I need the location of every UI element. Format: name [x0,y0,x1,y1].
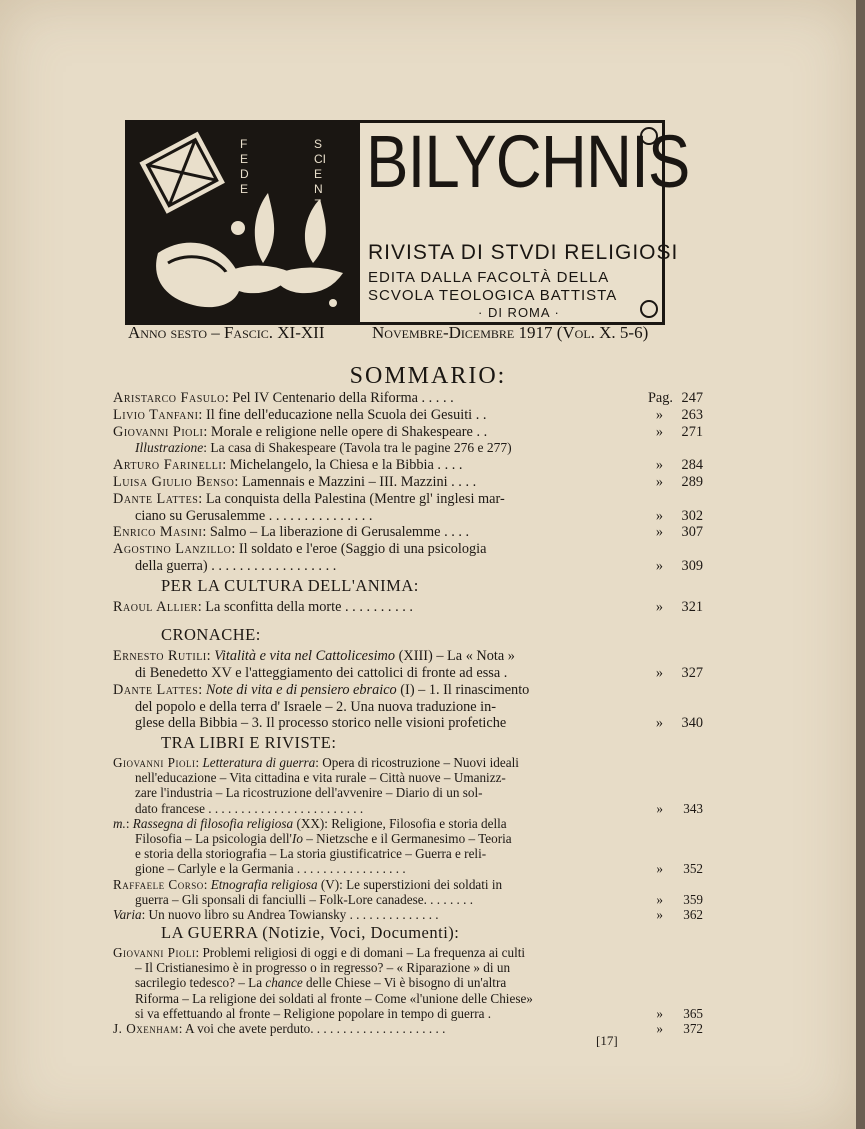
page-number: 271 [681,423,703,440]
toc-entry [113,407,703,424]
separator: : [203,876,208,892]
toc-entry-continuation [113,975,703,990]
entry-title-cont: glese della Bibbia – 3. Il processo storico nelle visioni profetiche [135,715,507,732]
author: Raffaele Corso [113,876,204,892]
toc-entry-continuation [113,699,703,716]
contents-title: SOMMARIO: [349,363,507,389]
page-label: » [655,473,663,490]
page-label: » [655,524,663,541]
page-number: 289 [681,473,703,490]
guerra-list [113,945,703,1036]
issue-line [128,323,649,343]
toc-entry [113,390,703,407]
publisher-line-2: SCVOLA TEOLOGICA BATTISTA [368,287,618,304]
page-label: Pag. [647,390,673,406]
entry-title-italic: chance [265,975,303,991]
entry-title: : Michelangelo, la Chiesa e la Bibbia . . . . [222,457,463,474]
page-label: » [656,1020,663,1036]
entry-title: : Problemi religiosi di oggi e di domani – La frequenza ai culti [195,944,526,960]
toc-entry-continuation [113,665,703,682]
toc-entry [113,541,703,558]
page-label: » [655,423,663,440]
page-label: » [655,457,663,474]
entry-title: : Il soldato e l'eroe (Saggio di una psicologia [231,541,487,558]
page-edge [856,0,865,1129]
page-label: » [655,557,663,574]
entry-title-cont: zare l'industria – La ricostruzione dell'avvenire – Diario di un sol- [135,785,483,801]
toc-entry [113,816,703,831]
page-label: » [656,906,663,922]
toc-entry [113,877,703,892]
page-folio: [17] [596,1033,618,1048]
entry-title-cont: e storia della storiografia – La storia giustificatrice – Guerra e reli- [135,846,487,862]
entry-title-cont: nell'educazione – Vita cittadina e vita rurale – Città nuove – Umanizz- [135,770,506,786]
toc-entry [113,648,703,665]
entry-title-italic: Vitalità e vita nel Cattolicesimo [214,648,396,665]
toc-entry [113,424,703,441]
toc-entry-continuation [113,770,703,785]
page-number: 359 [683,891,703,907]
separator: : [195,754,200,770]
toc-entry [113,457,703,474]
entry-title: (XIII) – La « Nota » [398,648,515,665]
author: Aristarco Fasulo [113,390,225,406]
author: Raoul Allier [113,598,198,615]
entry-title-italic: Io [291,830,303,846]
entry-title-italic: Etnografia religiosa [210,876,318,892]
toc-entry-continuation [113,801,703,816]
libri-list [113,755,703,922]
page-number: 302 [681,507,703,524]
entry-title: : Pel IV Centenario della Riforma . . . . . [224,390,454,406]
author: Giovanni Pioli [113,754,196,770]
entry-title-cont: Riforma – La religione dei soldati al fronte – Come «l'unione delle Chiese» [135,990,533,1006]
page-label: » [655,664,663,681]
table-of-contents [113,390,703,1036]
entry-title-cont: delle Chiese – Vi è bisogno di un'altra [302,975,507,991]
toc-entry-continuation [113,991,703,1006]
page-label: » [655,598,663,615]
illustration-label: Illustrazione [135,440,204,456]
author: Giovanni Pioli [113,944,196,960]
publisher-line-1: EDITA DALLA FACOLTÀ DELLA [368,269,610,286]
word-fede: FEDE [240,137,249,196]
page-number: 309 [681,557,703,574]
page-label: » [656,891,663,907]
toc-entry [113,524,703,541]
page-number: 372 [683,1020,703,1036]
entry-title-cont: – Il Cristianesimo è in progresso o in regresso? – « Riparazione » di un [135,960,511,976]
page-label: » [655,507,663,524]
entry-title: (V): Le superstizioni dei soldati in [317,876,503,892]
toc-entry-continuation [113,558,703,575]
page-label: » [655,715,663,732]
page-number: 263 [681,406,703,423]
toc-entry-continuation [113,960,703,975]
author: Dante Lattes [113,681,199,698]
entry-title-cont: dato francese . . . . . . . . . . . . . . . . . . . . . . . . [135,800,364,816]
page-number: 365 [683,1005,703,1021]
issue-number: Anno sesto – Fascic. XI-XII [128,323,325,342]
toc-entry [113,755,703,770]
journal-title: BILYCHNIS [366,120,690,203]
author: Ernesto Rutili [113,648,207,665]
page-number: 284 [681,457,703,474]
entry-title-italic: Note di vita e di pensiero ebraico [205,681,397,698]
entry-title-cont: guerra – Gli sponsali di fanciulli – Folk-Lore canadese. . . . . . . . [135,891,474,907]
section-heading-anima: PER LA CULTURA DELL'ANIMA: [161,575,419,595]
page-number: 343 [683,800,703,816]
author: Enrico Masini [113,524,203,541]
page-number: 321 [681,598,703,615]
entry-title-cont: sacrilegio tedesco? – La [135,975,266,991]
author: J. Oxenham [113,1020,179,1036]
corner-ornament-icon [640,127,658,145]
entry-title-cont: di Benedetto XV e l'atteggiamento dei cattolici di fronte ad essa . [135,664,508,681]
corner-ornament-icon [640,300,658,318]
page-number: 327 [681,664,703,681]
publisher-line-3: · DI ROMA · [478,305,560,320]
entry-title: : Un nuovo libro su Andrea Towiansky . . . . . . . . . . . . . . [141,906,439,922]
journal-subtitle: RIVISTA DI STVDI RELIGIOSI [368,241,679,264]
masthead-frame [125,120,690,325]
toc-entry [113,945,703,960]
entry-title-cont: del popolo e della terra d' Israele – 2. Una nuova traduzione in- [135,698,497,715]
entry-title: : Opera di ricostruzione – Nuovi ideali [315,754,519,770]
toc-entry-continuation [113,861,703,876]
page-number: 340 [681,715,703,732]
page-number: 362 [683,906,703,922]
separator: : [125,815,130,831]
toc-entry-continuation [113,831,703,846]
toc-entry-continuation [113,1006,703,1021]
toc-entry [113,599,703,616]
entry-title: : Morale e religione nelle opere di Shakespeare . . [203,423,488,440]
toc-entry-continuation [113,785,703,800]
page-number: 247 [681,390,703,406]
toc-entry [113,682,703,699]
issue-date: Novembre-Dicembre 1917 (Vol. X. 5-6) [372,323,649,342]
entry-label: Varia [113,906,142,922]
author: m. [113,815,126,831]
entry-title-cont: – Nietzsche e il Germanesimo – Teoria [302,830,512,846]
entry-title: : La conquista della Palestina (Mentre gl' inglesi mar- [198,490,505,507]
entry-title: : Salmo – La liberazione di Gerusalemme . . . . [202,524,470,541]
section-heading-libri: TRA LIBRI E RIVISTE: [161,733,337,753]
page-label: » [655,406,663,423]
entry-title-italic: Letteratura di guerra [202,754,316,770]
toc-entry [113,491,703,508]
page-number: 307 [681,524,703,541]
toc-entry-continuation [113,892,703,907]
entry-title: : La sconfitta della morte . . . . . . . . . . [197,598,413,615]
separator: : [198,681,203,698]
author: Dante Lattes [113,490,199,507]
page-label: » [656,861,663,877]
woodcut-emblem [128,123,360,322]
entry-title-cont: si va effettuando al fronte – Religione popolare in tempo di guerra . [135,1005,492,1021]
author: Giovanni Pioli [113,423,204,440]
entry-title: : Lamennais e Mazzini – III. Mazzini . . . . [234,473,477,490]
page-label: » [656,1005,663,1021]
page-number: 352 [683,861,703,877]
toc-entry-continuation [113,846,703,861]
entry-title: : A voi che avete perduto. . . . . . . . . . . . . . . . . . . . . [178,1020,446,1036]
entry-title-cont: ciano su Gerusalemme . . . . . . . . . . . . . . . [135,507,373,524]
entry-title-cont: Filosofia – La psicologia dell' [135,830,292,846]
toc-entry-continuation [113,508,703,525]
illustration-text: : La casa di Shakespeare (Tavola tra le pagine 276 e 277) [203,440,512,456]
author: Agostino Lanzillo [113,541,232,558]
entry-title-cont: gione – Carlyle e la Germania . . . . . . . . . . . . . . . . . [135,861,406,877]
toc-illustration [113,440,703,457]
author: Luisa Giulio Benso [113,473,235,490]
entry-title-cont: della guerra) . . . . . . . . . . . . . . . . . . [135,557,337,574]
author: Livio Tanfani [113,406,199,423]
section-heading-guerra: LA GUERRA (Notizie, Voci, Documenti): [161,923,460,943]
entry-title: (XX): Religione, Filosofia e storia della [293,815,507,831]
page-label: » [656,800,663,816]
section-heading-cronache: CRONACHE: [161,625,261,645]
entry-title: : Il fine dell'educazione nella Scuola dei Gesuiti . . [198,406,487,423]
entry-title-italic: Rassegna di filosofia religiosa [132,815,294,831]
entry-title: (I) – 1. Il rinascimento [400,681,530,698]
separator: : [206,648,211,665]
toc-entry-continuation [113,715,703,732]
author: Arturo Farinelli [113,457,223,474]
toc-entry [113,907,703,922]
word-scienza: SCIENZA [314,137,326,226]
toc-entry [113,474,703,491]
